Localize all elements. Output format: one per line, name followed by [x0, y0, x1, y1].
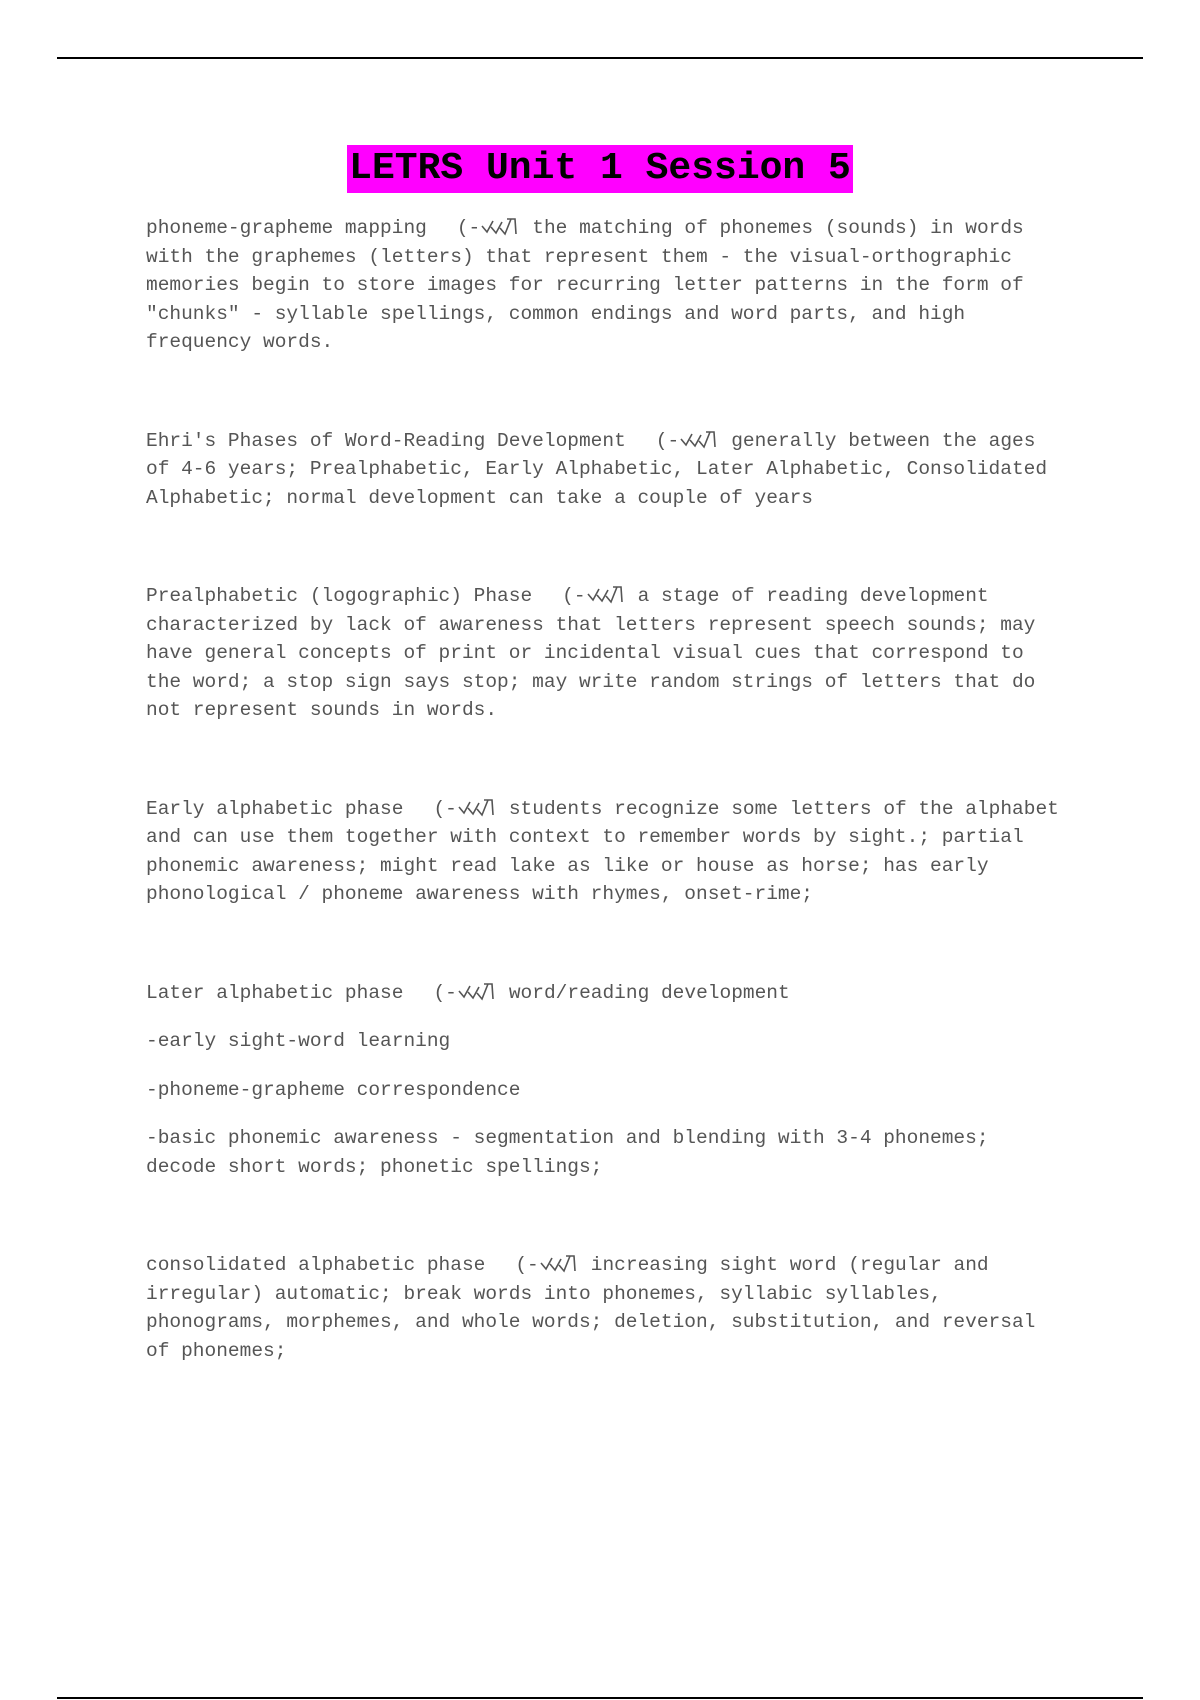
entry-sub-item: -early sight-word learning [146, 1030, 451, 1052]
entry-separator: (- [515, 1251, 576, 1280]
entry-sub-item: -phoneme-grapheme correspondence [146, 1078, 521, 1101]
entry-term: phoneme-grapheme mapping [146, 217, 427, 239]
checkmark-icon [480, 216, 518, 236]
entry-separator: (- [433, 795, 494, 824]
list-item [146, 795, 1066, 909]
list-item [146, 1251, 1066, 1365]
entry-definition: students recognize some letters of the alphabet and can use them together with context to remember words by sight.; partial phonemic awareness; might read lake as like or house as horse; has early phonological / phoneme awareness with rhymes, onset-rime; [146, 797, 1059, 905]
entry-separator: (- [562, 582, 623, 611]
title-container [0, 145, 1200, 193]
entry-definition: a stage of reading development characterized by lack of awareness that letters represent speech sounds; may have general concepts of print or incidental visual cues that correspond to the word; a stop sign says stop; may write random strings of letters that do not represent sounds in words. [146, 585, 1036, 721]
entry-definition: word/reading development [508, 981, 790, 1004]
checkmark-icon [539, 1253, 577, 1273]
entry-definition: generally between the ages of 4-6 years; Prealphabetic, Early Alphabetic, Later Alphabetic, Consolidated Alphabetic; normal development can take a couple of years [146, 429, 1048, 509]
entry-separator: (- [656, 427, 717, 456]
entry-term: Later alphabetic phase [146, 981, 404, 1004]
checkmark-icon [457, 797, 495, 817]
list-item [146, 427, 1066, 513]
list-item [146, 582, 1066, 725]
page-title: LETRS Unit 1 Session 5 [347, 145, 853, 193]
entry-sub-item: -basic phonemic awareness - segmentation and blending with 3-4 phonemes; decode short words; phonetic spellings; [146, 1127, 989, 1178]
entry-term: Ehri's Phases of Word-Reading Development [146, 429, 626, 452]
top-rule [57, 57, 1143, 59]
bottom-rule [57, 1697, 1143, 1699]
entry-term: consolidated alphabetic phase [146, 1254, 486, 1276]
checkmark-icon [586, 584, 624, 604]
entry-term: Early alphabetic phase [146, 797, 404, 820]
list-item [146, 979, 1066, 1182]
entry-definition: increasing sight word (regular and irregular) automatic; break words into phonemes, syllabic syllables, phonograms, morphemes, and whole words; deletion, substitution, and reversal of phonemes; [146, 1254, 1036, 1362]
entry-term: Prealphabetic (logographic) Phase [146, 585, 533, 607]
checkmark-icon [457, 981, 495, 1001]
entry-separator: (- [433, 979, 494, 1008]
list-item [146, 214, 1066, 357]
entry-definition: the matching of phonemes (sounds) in words with the graphemes (letters) that represent them - the visual-orthographic memories begin to store images for recurring letter patterns in the form of "chunks" - syllable spellings, common endings and word parts, and high frequency words. [146, 217, 1024, 353]
flashcard-list [146, 214, 1066, 1365]
entry-separator: (- [457, 214, 518, 243]
checkmark-icon [679, 429, 717, 449]
